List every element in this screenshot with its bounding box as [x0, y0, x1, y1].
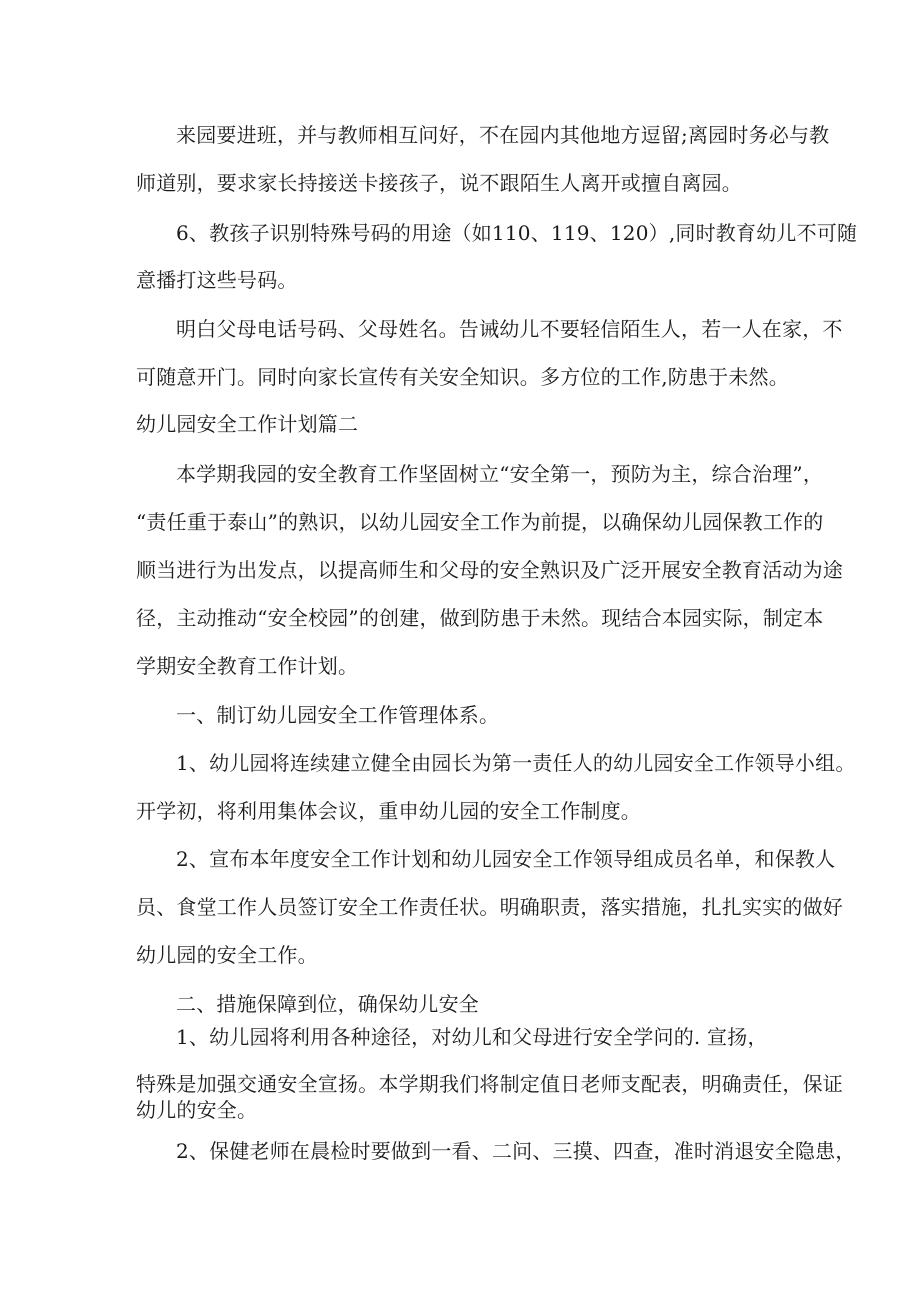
text-line-13: 一、制订幼儿园安全工作管理体系。 — [176, 703, 500, 727]
text-line-22: 幼儿的安全。 — [136, 1098, 258, 1122]
text-line-11: 径，主动推动“安全校园”的创建，做到防患于未然。现结合本园实际，制定本 — [136, 606, 824, 630]
text-line-14: 1、幼儿园将连续建立健全由园长为第一责任人的幼儿园安全工作领导小组。 — [176, 751, 856, 775]
text-line-12: 学期安全教育工作计划。 — [136, 654, 359, 678]
section-heading: 幼儿园安全工作计划篇二 — [136, 412, 359, 436]
text-line-16: 2、宣布本年度安全工作计划和幼儿园安全工作领导组成员名单，和保教人 — [176, 847, 836, 871]
text-line-8: 本学期我园的安全教育工作坚固树立“安全第一，预防为主，综合治理”， — [176, 462, 824, 486]
text-line-20: 1、幼儿园将利用各种途径，对幼儿和父母进行安全学问的. 宣扬， — [176, 1025, 768, 1049]
text-line-3: 6、教孩子识别特殊号码的用途（如110、119、120）,同时教育幼儿不可随 — [176, 221, 858, 245]
text-line-10: 顺当进行为出发点，以提高师生和父母的安全熟识及广泛开展安全教育活动为途 — [136, 558, 843, 582]
text-line-19: 二、措施保障到位，确保幼儿安全 — [176, 992, 479, 1016]
text-line-18: 幼儿园的安全工作。 — [136, 943, 318, 967]
text-line-5: 明白父母电话号码、父母姓名。告诫幼儿不要轻信陌生人，若一人在家，不 — [176, 317, 843, 341]
text-line-17: 员、食堂工作人员签订安全工作责任状。明确职责，落实措施，扎扎实实的做好 — [136, 895, 843, 919]
text-line-23: 2、保健老师在晨检时要做到一看、二问、三摸、四查，准时消退安全隐患， — [176, 1139, 856, 1163]
text-line-21: 特殊是加强交通安全宣扬。本学期我们将制定值日老师支配表，明确责任，保证 — [136, 1072, 843, 1096]
text-line-1: 来园要进班，并与教师相互问好，不在园内其他地方逗留;离园时务必与教 — [176, 123, 830, 147]
text-line-4: 意播打这些号码。 — [136, 268, 298, 292]
text-line-2: 师道别，要求家长持接送卡接孩子，说不跟陌生人离开或擅自离园。 — [136, 171, 742, 195]
text-line-9: “责任重于泰山”的熟识，以幼儿园安全工作为前提，以确保幼儿园保教工作的 — [136, 510, 824, 534]
text-line-6: 可随意开门。同时向家长宣传有关安全知识。多方位的工作,防患于未然。 — [136, 365, 789, 389]
text-line-15: 开学初，将利用集体会议，重申幼儿园的安全工作制度。 — [136, 799, 641, 823]
